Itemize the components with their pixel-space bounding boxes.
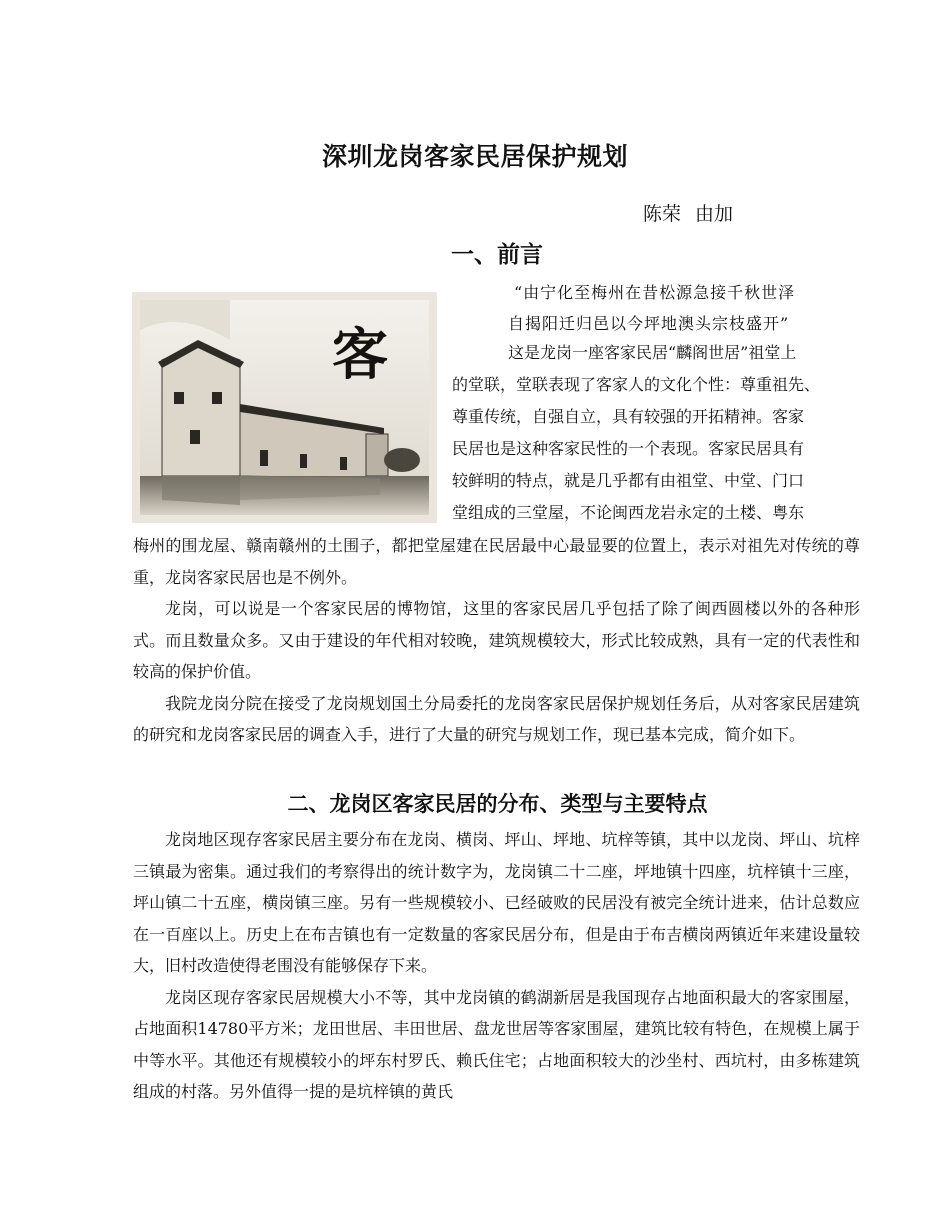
couplet-line-2: 自揭阳迁归邑以今坪地澳头宗枝盛开” [508,314,790,333]
author-line: 陈荣 由加 [643,203,734,225]
calligraphy-ke: 客 [332,322,388,388]
section-heading-preface: 一、前言 [451,242,543,268]
hakka-house-photo [132,292,437,523]
wrap-line-5: 较鲜明的特点，就是几乎都有由祖堂、中堂、门口 [452,471,805,490]
preface-paragraph-3: 我院龙岗分院在接受了龙岗规划国土分局委托的龙岗客家民居保护规划任务后，从对客家民居建筑的研究和龙岗客家民居的调查入手，进行了大量的研究与规划工作，现已基本完成，简介如下。 [133,693,860,744]
preface-continuation: 梅州的围龙屋、赣南赣州的土围子，都把堂屋建在民居最中心最显要的位置上，表示对祖先对传统的尊重，龙岗客家民居也是不例外。 [133,536,860,587]
photo-illustration [140,300,429,515]
wrap-line-2: 的堂联，堂联表现了客家人的文化个性：尊重祖先、 [452,375,821,394]
section2-paragraph-1: 龙岗地区现存客家民居主要分布在龙岗、横岗、坪山、坪地、坑梓等镇，其中以龙岗、坪山、坑梓三镇最为密集。通过我们的考察得出的统计数字为，龙岗镇二十二座，坪地镇十四座，坑梓镇十三座，坪山镇二十五座，横岗镇三座。另有一些规模较小、已经破败的民居没有被完全统计进来，估计总数应在一百座以上。历史上在布吉镇也有一定数量的客家民居分布，但是由于布吉横岗两镇近年来建设量较大，旧村改造使得老围没有能够保存下来。 [133,830,860,975]
document-title: 深圳龙岗客家民居保护规划 [321,142,628,171]
wrap-line-1: 这是龙岗一座客家民居“麟阁世居”祖堂上 [508,343,797,362]
section2-paragraph-2: 龙岗区现存客家民居规模大小不等，其中龙岗镇的鹤湖新居是我国现存占地面积最大的客家围屋，占地面积14780平方米；龙田世居、丰田世居、盘龙世居等客家围屋，建筑比较有特色，在规模上属于中等水平。其他还有规模较小的坪东村罗氏、赖氏住宅；占地面积较大的沙坐村、西坑村，由多栋建筑组成的村落。另外值得一提的是坑梓镇的黄氏 [133,987,860,1101]
wrap-line-6: 堂组成的三堂屋，不论闽西龙岩永定的土楼、粤东 [452,503,805,522]
wrap-line-3: 尊重传统，自强自立，具有较强的开拓精神。客家 [452,407,805,426]
section2-body [133,824,860,1108]
wrap-line-4: 民居也是这种客家民性的一个表现。客家民居具有 [452,439,805,458]
preface-paragraph-2: 龙岗，可以说是一个客家民居的博物馆，这里的客家民居几乎包括了除了闽西圆楼以外的各种形式。而且数量众多。又由于建设的年代相对较晚，建筑规模较大，形式比较成熟，具有一定的代表性和较高的保护价值。 [133,599,860,681]
section-heading-distribution: 二、龙岗区客家民居的分布、类型与主要特点 [287,792,708,816]
preface-body [133,530,860,751]
couplet-line-1: “由宁化至梅州在昔松源急接千秋世泽 [514,283,796,302]
